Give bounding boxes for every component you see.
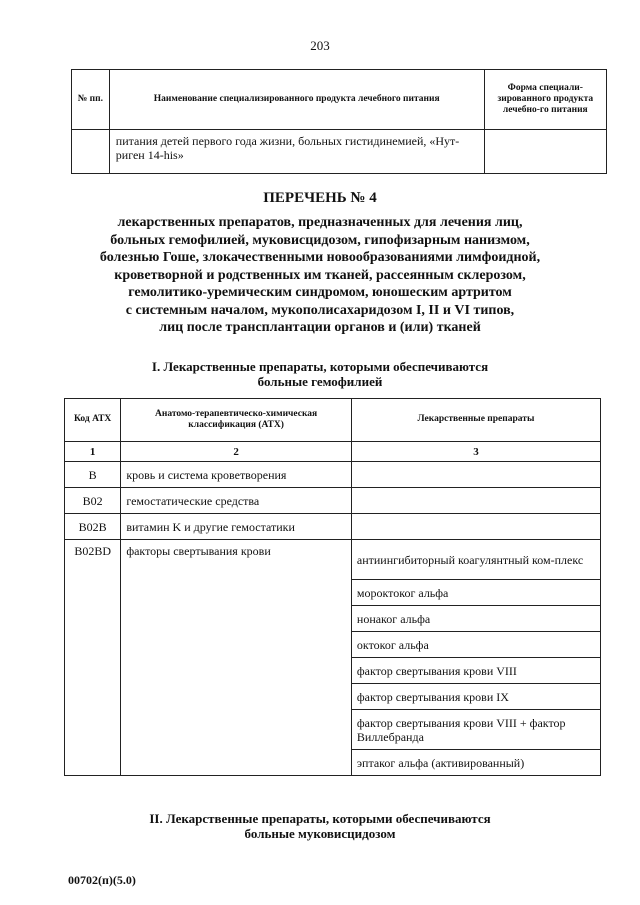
col-header-atc-class: Анатомо-терапевтическо-химическая классификация (АТХ) <box>121 399 352 442</box>
section-heading-line: I. Лекарственные препараты, которыми обеспечиваются <box>151 359 489 374</box>
atc-code: B02 <box>65 488 121 514</box>
drug-cell <box>351 462 600 488</box>
subtitle-line: гемолитико-уремическим синдромом, юношеским артритом <box>128 285 512 300</box>
drug-cell <box>351 488 600 514</box>
col-header-number: № пп. <box>72 70 110 130</box>
list-title: ПЕРЕЧЕНЬ № 4 <box>263 190 377 206</box>
table-row <box>65 488 601 514</box>
atc-code: B02B <box>65 514 121 540</box>
atc-code: B <box>65 462 121 488</box>
table-cell-product-text: питания детей первого года жизни, больных гистидинемией, «Нут-риген 14-his» <box>109 130 484 174</box>
section-heading-line: больные муковисцидозом <box>244 826 396 841</box>
atc-code: B02BD <box>65 540 121 776</box>
drugs-table <box>64 398 601 776</box>
subtitle-line: лекарственных препаратов, предназначенных для лечения лиц, <box>117 215 523 230</box>
section-1-heading <box>0 359 640 389</box>
section-heading-line: больные гемофилией <box>257 374 383 389</box>
drug-name: антиингибиторный коагулянтный ком-плекс <box>351 540 600 580</box>
page-number: 203 <box>310 38 330 53</box>
col-header-drugs: Лекарственные препараты <box>351 399 600 442</box>
drug-name: фактор свертывания крови VIII + фактор Виллебранда <box>351 710 600 750</box>
subtitle-line: больных гемофилией, муковисцидозом, гипофизарным нанизмом, <box>110 232 530 248</box>
atc-class: гемостатические средства <box>121 488 352 514</box>
drug-name: фактор свертывания крови VIII <box>351 658 600 684</box>
list-subtitle <box>0 214 640 337</box>
atc-class: кровь и система кроветворения <box>121 462 352 488</box>
col-header-product-form: Форма специали-зированного продукта лечебно-го питания <box>484 70 606 130</box>
section-heading-line: II. Лекарственные препараты, которыми обеспечиваются <box>149 811 491 826</box>
table-row <box>65 540 601 580</box>
drug-name: октоког альфа <box>351 632 600 658</box>
drug-cell <box>351 514 600 540</box>
subtitle-line: лиц после трансплантации органов и (или) тканей <box>159 320 481 335</box>
col-number: 2 <box>121 442 352 462</box>
table-row <box>65 514 601 540</box>
top-table <box>71 69 607 174</box>
table-row <box>65 462 601 488</box>
drug-name: мороктоког альфа <box>351 580 600 606</box>
table-cell <box>484 130 606 174</box>
atc-class: витамин K и другие гемостатики <box>121 514 352 540</box>
col-number: 1 <box>65 442 121 462</box>
section-2-heading <box>0 811 640 841</box>
subtitle-line: кроветворной и родственных им тканей, рассеянным склерозом, <box>114 267 526 283</box>
footer-code: 00702(п)(5.0) <box>68 873 136 887</box>
drug-name: нонаког альфа <box>351 606 600 632</box>
subtitle-line: болезнью Гоше, злокачественными новообразованиями лимфоидной, <box>99 250 541 265</box>
drug-name: эптаког альфа (активированный) <box>351 750 600 776</box>
col-header-product-name: Наименование специализированного продукта лечебного питания <box>109 70 484 130</box>
col-header-atc-code: Код АТХ <box>65 399 121 442</box>
table-cell <box>72 130 110 174</box>
subtitle-line: с системным началом, мукополисахаридозом I, II и VI типов, <box>125 302 515 318</box>
col-number: 3 <box>351 442 600 462</box>
atc-class: факторы свертывания крови <box>121 540 352 776</box>
drug-name: фактор свертывания крови IX <box>351 684 600 710</box>
